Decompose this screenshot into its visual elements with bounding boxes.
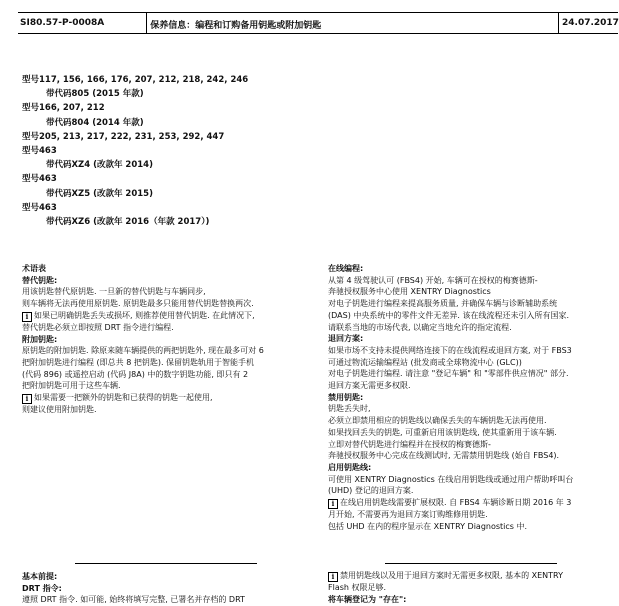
text-content: 退回方案无需更多权限. bbox=[328, 381, 411, 391]
text-content: 从第 4 级驾驶认可 (FBS4) 开始, 车辆可在授权的梅赛德斯- bbox=[328, 275, 538, 285]
model-line: 型号463 bbox=[22, 174, 57, 185]
text-line bbox=[328, 403, 603, 415]
model-line: 型号205, 213, 217, 222, 231, 253, 292, 447 bbox=[22, 131, 225, 142]
key-line-note-section bbox=[328, 570, 603, 605]
text-line bbox=[328, 485, 603, 497]
text-content: 对电子钥匙进行编程来提高服务质量, 并确保车辆与诊断辅助系统 bbox=[328, 299, 558, 309]
model-line: 型号166, 207, 212 bbox=[22, 103, 105, 114]
text-content: 把附加钥匙可用于这些车辆. bbox=[22, 381, 121, 391]
text-line bbox=[22, 404, 312, 416]
info-icon: i bbox=[328, 572, 338, 582]
text-content: 请联系当地的市场代表, 以确定当地允许的指定流程. bbox=[328, 322, 512, 332]
text-content: 替代钥匙: bbox=[22, 275, 58, 285]
text-line bbox=[22, 594, 312, 606]
text-line bbox=[328, 427, 603, 439]
text-content: 退回方案: bbox=[328, 334, 364, 344]
text-content: 术语表 bbox=[22, 264, 46, 273]
text-content: 遵照 DRT 指令. 如可能, 始终将填写完整, 已署名并存档的 DRT bbox=[22, 595, 245, 605]
section-heading bbox=[22, 571, 312, 583]
text-content: 如果找回丢失的钥匙, 可重新启用该钥匙线, 使其重新用于该车辆. bbox=[328, 427, 557, 437]
model-code-line: 带代码805 (2015 年款) bbox=[46, 89, 144, 100]
model-line: 型号117, 156, 166, 176, 207, 212, 218, 242, 246 bbox=[22, 75, 249, 85]
text-line bbox=[328, 322, 603, 334]
text-content: 禁用钥匙线以及用于退回方案时无需更多权限, 基本的 XENTRY bbox=[340, 571, 563, 580]
text-line bbox=[328, 439, 603, 451]
prerequisites-section bbox=[22, 571, 312, 606]
text-content: 如果已明确钥匙丢失或损坏, 则推荐使用替代钥匙. 在此情况下, bbox=[34, 310, 255, 320]
text-content: 基本前提: bbox=[22, 572, 58, 581]
section-heading bbox=[22, 334, 312, 346]
text-content: (DAS) 中央系统中的零件文件无差异. 该在线流程还未引入所有国家. bbox=[328, 310, 569, 320]
section-heading bbox=[328, 333, 603, 345]
text-content: 包括 UHD 在内的程序显示在 XENTRY Diagnostics 中. bbox=[328, 521, 528, 531]
document-title: 保养信息：编程和订购备用钥匙或附加钥匙 bbox=[146, 13, 558, 33]
model-code-line: 带代码XZ6 (改款年 2016（年款 2017）) bbox=[46, 217, 210, 228]
text-line bbox=[328, 497, 603, 509]
online-programming-column bbox=[328, 263, 603, 532]
section-divider-right bbox=[385, 563, 557, 564]
text-content: 启用钥匙线: bbox=[328, 462, 372, 472]
text-content: (代码 896) 或遥控启动 (代码 J8A) 中的数字钥匙功能, 即只有 2 bbox=[22, 369, 249, 379]
text-line bbox=[22, 322, 312, 334]
model-code-line: 带代码XZ5 (改款年 2015) bbox=[46, 188, 153, 199]
text-content: 立即对替代钥匙进行编程并在授权的梅赛德斯- bbox=[328, 439, 491, 449]
text-line bbox=[328, 298, 603, 310]
text-content: 把附加钥匙进行编程 (即总共 8 把钥匙). 保留钥匙轨用于智能手机 bbox=[22, 357, 255, 367]
section-divider-left bbox=[75, 563, 257, 564]
text-content: 将车辆登记为 "存在": bbox=[328, 594, 407, 604]
section-heading bbox=[328, 594, 603, 606]
text-content: 对电子钥匙进行编程. 请注意 "登记车辆" 和 "零部件供应情况" 部分. bbox=[328, 369, 569, 379]
document-header bbox=[18, 12, 618, 34]
info-icon: i bbox=[22, 394, 32, 404]
model-code-line: 带代码804 (2014 年款) bbox=[46, 117, 144, 128]
text-content: (UHD) 登记的退回方案. bbox=[328, 486, 414, 496]
info-icon: i bbox=[328, 499, 338, 509]
model-line: 型号463 bbox=[22, 146, 57, 157]
text-line bbox=[328, 357, 603, 369]
text-line bbox=[328, 509, 603, 521]
text-line bbox=[328, 345, 603, 357]
model-code-line: 带代码XZ4 (改款年 2014) bbox=[46, 160, 153, 171]
text-line bbox=[328, 415, 603, 427]
text-line bbox=[22, 357, 312, 369]
text-content: 替代钥匙必须立即按照 DRT 指令进行编程. bbox=[22, 322, 174, 332]
text-line bbox=[328, 380, 603, 392]
document-id: SI80.57-P-0008A bbox=[20, 18, 105, 28]
glossary-column bbox=[22, 263, 312, 416]
text-line bbox=[328, 521, 603, 533]
text-content: 在线启用钥匙线需要扩展权限. 自 FBS4 车辆诊断日期 2016 年 3 bbox=[340, 498, 572, 508]
text-content: DRT 指令: bbox=[22, 583, 62, 593]
text-content: 可使用 XENTRY Diagnostics 在线启用钥匙线或通过用户帮助呼叫台 bbox=[328, 474, 574, 484]
text-line bbox=[22, 380, 312, 392]
section-heading bbox=[328, 392, 603, 404]
section-heading bbox=[328, 263, 603, 275]
text-line bbox=[328, 570, 603, 582]
text-line bbox=[328, 368, 603, 380]
text-content: 禁用钥匙: bbox=[328, 392, 364, 402]
text-content: 则车辆将无法再使用原钥匙. 原钥匙最多只能用替代钥匙替换两次. bbox=[22, 299, 254, 309]
section-heading bbox=[22, 263, 312, 275]
text-content: 必须立即禁用相应的钥匙线以确保丢失的车辆钥匙无法再使用. bbox=[328, 416, 547, 426]
text-content: 钥匙丢失时, bbox=[328, 404, 371, 414]
text-line bbox=[22, 392, 312, 404]
text-content: 月开始, 不需要再为退回方案订购维修用钥匙. bbox=[328, 510, 488, 520]
section-heading bbox=[22, 583, 312, 595]
text-content: 如果市场不支持未提供网络连接下的在线流程或退回方案, 对于 FBS3 bbox=[328, 345, 572, 355]
text-line bbox=[328, 474, 603, 486]
text-line bbox=[22, 298, 312, 310]
text-line bbox=[22, 345, 312, 357]
text-content: 原钥匙的附加钥匙. 除原来随车辆提供的两把钥匙外, 现在最多可对 6 bbox=[22, 346, 264, 356]
text-content: 奔驰授权服务中心完成在线测试时, 无需禁用钥匙线 (始自 FBS4). bbox=[328, 451, 560, 461]
text-content: 附加钥匙: bbox=[22, 334, 58, 344]
text-line bbox=[22, 286, 312, 298]
model-list bbox=[22, 73, 248, 229]
text-content: 如果需要一把额外的钥匙和已获得的钥匙一起使用, bbox=[34, 393, 213, 403]
text-content: 用该钥匙替代原钥匙. 一旦新的替代钥匙与车辆同步, bbox=[22, 287, 206, 297]
text-line bbox=[328, 310, 603, 322]
text-line bbox=[328, 275, 603, 287]
text-content: Flash 权限足够. bbox=[328, 583, 387, 592]
text-content: 可通过物流运输编程站 (批发商或全球物流中心 (GLC)) bbox=[328, 357, 522, 367]
text-line bbox=[328, 450, 603, 462]
text-line bbox=[328, 286, 603, 298]
text-content: 在线编程: bbox=[328, 264, 364, 273]
text-line bbox=[328, 582, 603, 594]
text-content: 奔驰授权服务中心使用 XENTRY Diagnostics bbox=[328, 287, 491, 297]
text-line bbox=[22, 369, 312, 381]
section-heading bbox=[22, 275, 312, 287]
section-heading bbox=[328, 462, 603, 474]
model-line: 型号463 bbox=[22, 202, 57, 213]
info-icon: i bbox=[22, 312, 32, 322]
text-content: 则建议使用附加钥匙. bbox=[22, 405, 97, 415]
text-line bbox=[22, 310, 312, 322]
document-date: 24.07.2017 bbox=[558, 13, 618, 33]
